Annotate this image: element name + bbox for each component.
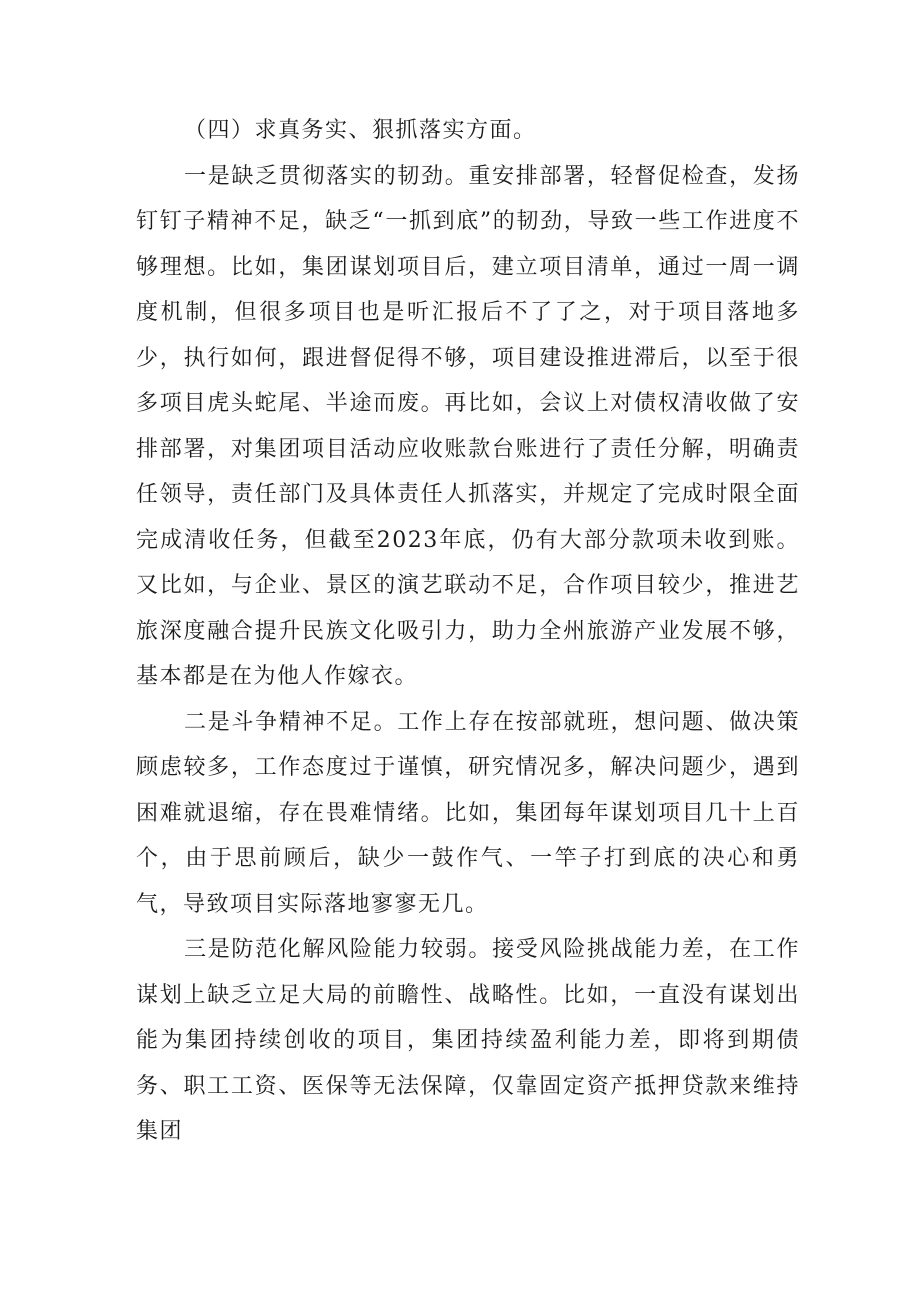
paragraph-1: 一是缺乏贯彻落实的韧劲。重安排部署，轻督促检查，发扬钉钉子精神不足，缺乏“一抓到底”的韧劲，导致一些工作进度不够理想。比如，集团谋划项目后，建立项目清单，通过一周一调度机制，但很多项目也是听汇报后不了了之，对于项目落地多少，执行如何，跟进督促得不够，项目建设推进滞后，以至于很多项目虎头蛇尾、半途而废。再比如，会议上对债权清收做了安排部署，对集团项目活动应收账款台账进行了责任分解，明确责任领导，责任部门及具体责任人抓落实，并规定了完成时限全面完成清收任务，但截至2023年底，仍有大部分款项未收到账。又比如，与企业、景区的演艺联动不足，合作项目较少，推进艺旅深度融合提升民族文化吸引力，助力全州旅游产业发展不够，基本都是在为他人作嫁衣。 (136, 163, 800, 689)
paragraph-3: 三是防范化解风险能力较弱。接受风险挑战能力差，在工作谋划上缺乏立足大局的前瞻性、战略性。比如，一直没有谋划出能为集团持续创收的项目，集团持续盈利能力差，即将到期债务、职工工资、医保等无法保障，仅靠固定资产抵押贷款来维持集团 (136, 937, 800, 1144)
paragraph-2: 二是斗争精神不足。工作上存在按部就班，想问题、做决策顾虑较多，工作态度过于谨慎，研究情况多，解决问题少，遇到困难就退缩，存在畏难情绪。比如，集团每年谋划项目几十上百个，由于思前顾后，缺少一鼓作气、一竿子打到底的决心和勇气，导致项目实际落地寥寥无几。 (136, 709, 800, 917)
document-body (136, 108, 800, 1155)
section-heading: （四）求真务实、狠抓落实方面。 (184, 118, 537, 143)
